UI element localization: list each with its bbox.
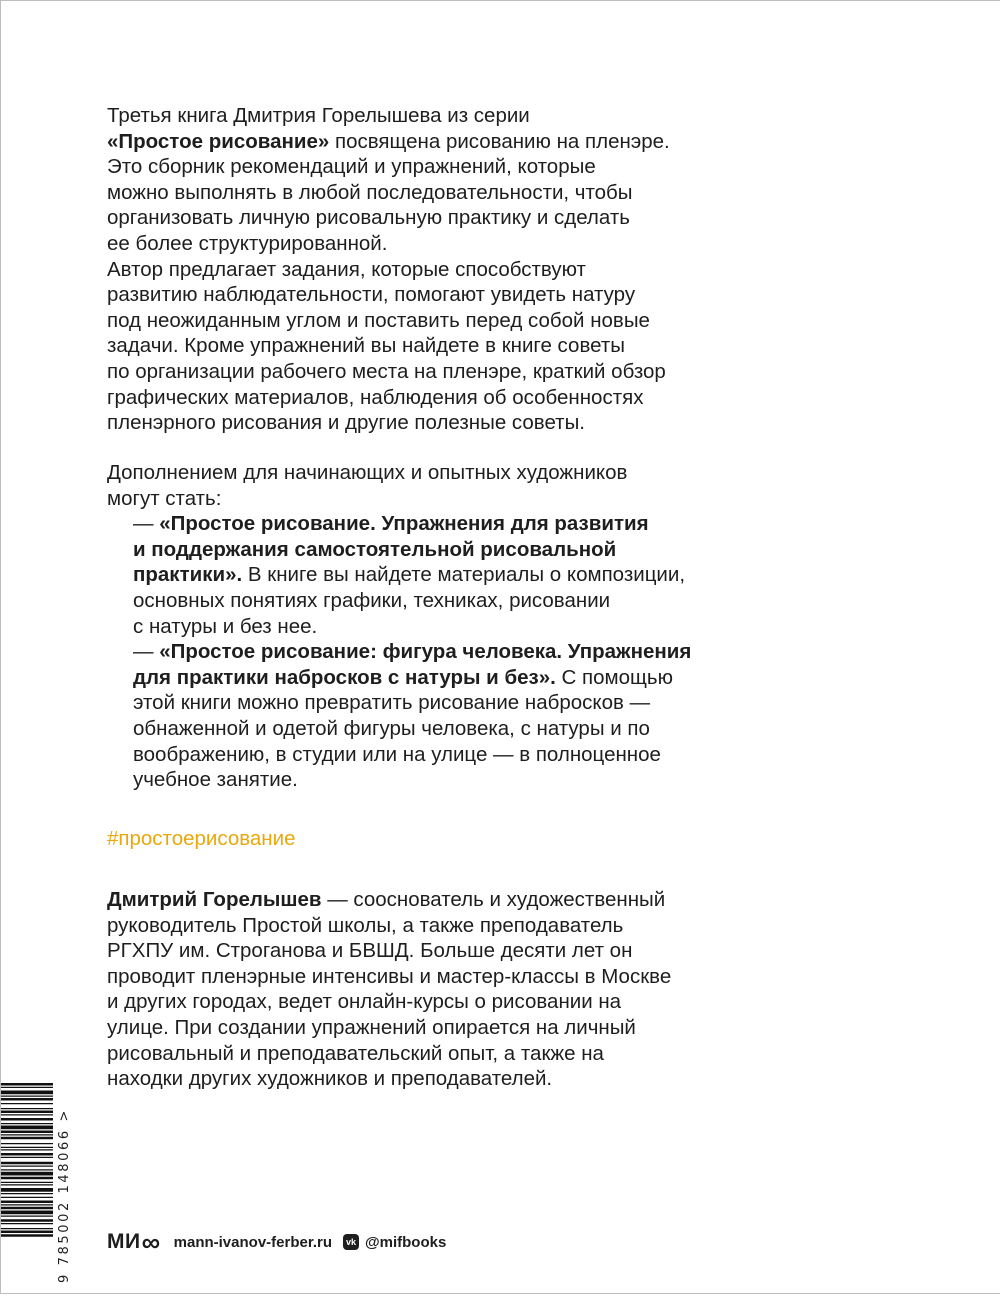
text-line: и других городах, ведет онлайн-курсы о рисовании на bbox=[107, 990, 622, 1014]
barcode-bar bbox=[1, 1157, 53, 1158]
barcode-bar bbox=[1, 1149, 53, 1150]
barcode-bar bbox=[1, 1083, 53, 1086]
text-line: организовать личную рисовальную практику и сделать bbox=[107, 206, 630, 230]
text-line: по организации рабочего места на пленэре, краткий обзор bbox=[107, 359, 666, 383]
isbn-digits bbox=[57, 1083, 73, 1283]
text-line: графических материалов, наблюдения об особенностях bbox=[107, 385, 644, 409]
text-line: руководитель Простой школы, а также преподаватель bbox=[107, 913, 624, 937]
text-line: ее более структурированной. bbox=[107, 231, 388, 255]
barcode-bar bbox=[1, 1169, 53, 1170]
barcode-bar bbox=[1, 1147, 53, 1148]
text-line: воображению, в студии или на улице — в полноценное bbox=[133, 742, 661, 766]
barcode-bar bbox=[1, 1108, 53, 1109]
text-line bbox=[133, 639, 747, 665]
text-line: могут стать: bbox=[107, 486, 222, 510]
text-line: обнаженной и одетой фигуры человека, с натуры и по bbox=[133, 716, 650, 740]
barcode-bar bbox=[1, 1223, 53, 1224]
text-line: с натуры и без нее. bbox=[133, 614, 318, 638]
hashtag[interactable]: #простоерисование bbox=[107, 827, 296, 850]
barcode-bar bbox=[1, 1184, 53, 1185]
barcode-bar bbox=[1, 1103, 53, 1104]
barcode-bar bbox=[1, 1211, 53, 1215]
social-handle[interactable]: @mifbooks bbox=[365, 1233, 447, 1251]
text-line: улице. При создании упражнений опирается на личный bbox=[107, 1015, 636, 1039]
supplements-paragraph bbox=[107, 460, 747, 793]
barcode-bar bbox=[1, 1137, 53, 1140]
dash: — bbox=[133, 640, 160, 664]
text-line: этой книги можно превратить рисование набросков — bbox=[133, 691, 651, 715]
barcode-bar bbox=[1, 1114, 53, 1115]
text-line bbox=[107, 887, 747, 913]
text-line: пленэрного рисования и другие полезные советы. bbox=[107, 411, 586, 435]
text-span: В книге вы найдете материалы о композиции, bbox=[242, 563, 686, 587]
text-line: рисовальный и преподавательский опыт, а также на bbox=[107, 1041, 604, 1065]
vk-icon[interactable]: vk bbox=[343, 1234, 359, 1250]
barcode-bar bbox=[1, 1143, 53, 1144]
list-item bbox=[107, 639, 747, 793]
barcode-bar bbox=[1, 1182, 53, 1183]
isbn-number: 9 785002 148066 > bbox=[57, 1107, 72, 1283]
author-bio bbox=[107, 887, 747, 1092]
barcode-bar bbox=[1, 1087, 53, 1088]
barcode-bar bbox=[1, 1188, 53, 1192]
book-title: для практики набросков с натуры и без». bbox=[133, 665, 556, 689]
text-line: проводит пленэрные интенсивы и мастер-классы в Москве bbox=[107, 964, 672, 988]
barcode-bar bbox=[1, 1234, 53, 1237]
barcode-bar bbox=[1, 1126, 53, 1130]
barcode-bar bbox=[1, 1231, 53, 1234]
text-line: находки других художников и преподавателей. bbox=[107, 1067, 553, 1091]
text-line: можно выполнять в любой последовательности, чтобы bbox=[107, 180, 633, 204]
barcode-bar bbox=[1, 1204, 53, 1205]
barcode-bar bbox=[1, 1153, 53, 1156]
infinity-icon: ∞ bbox=[141, 1227, 161, 1257]
text-line: развитию наблюдательности, помогают увидеть натуру bbox=[107, 283, 636, 307]
author-name: Дмитрий Горелышев bbox=[107, 888, 322, 911]
text-line bbox=[107, 129, 747, 155]
text-span: — сооснователь и художественный bbox=[321, 888, 666, 911]
text-line: Это сборник рекомендаций и упражнений, которые bbox=[107, 155, 596, 179]
intro-paragraph bbox=[107, 103, 747, 436]
text-line: РГХПУ им. Строганова и БВШД. Больше десяти лет он bbox=[107, 939, 633, 963]
barcode-bar bbox=[1, 1193, 53, 1194]
text-line bbox=[133, 537, 747, 563]
barcode-bar bbox=[1, 1096, 53, 1097]
website-link[interactable]: mann-ivanov-ferber.ru bbox=[173, 1233, 333, 1251]
dash: — bbox=[133, 512, 160, 536]
barcode-bar bbox=[1, 1091, 53, 1095]
barcode-bar bbox=[1, 1098, 53, 1101]
book-title: практики». bbox=[133, 563, 243, 587]
text-line: Дополнением для начинающих и опытных художников bbox=[107, 461, 628, 484]
text-line bbox=[133, 511, 747, 537]
text-span: С помощью bbox=[555, 665, 673, 689]
book-title: «Простое рисование: фигура человека. Упражнения bbox=[159, 640, 692, 664]
text-line: задачи. Кроме упражнений вы найдете в книге советы bbox=[107, 334, 625, 358]
list-item bbox=[107, 511, 747, 639]
publisher-logo bbox=[107, 1227, 161, 1257]
series-title: «Простое рисование» bbox=[107, 129, 330, 153]
logo-text: МИ bbox=[107, 1230, 141, 1253]
barcode-bar bbox=[1, 1123, 53, 1124]
barcode-bar bbox=[1, 1197, 53, 1198]
text-line bbox=[133, 562, 747, 588]
barcode-bar bbox=[1, 1201, 53, 1204]
barcode-bar bbox=[1, 1219, 53, 1222]
text-line: учебное занятие. bbox=[133, 768, 298, 792]
barcode-bar bbox=[1, 1118, 53, 1121]
text-span: посвящена рисованию на пленэре. bbox=[329, 129, 670, 153]
barcode-bar bbox=[1, 1228, 53, 1229]
barcode-bar bbox=[1, 1177, 53, 1180]
text-line: Третья книга Дмитрия Горелышева из серии bbox=[107, 104, 530, 127]
barcode-bar bbox=[1, 1134, 53, 1135]
text-line: основных понятиях графики, техниках, рисовании bbox=[133, 588, 611, 612]
barcode-bar bbox=[1, 1216, 53, 1217]
barcode-bar bbox=[1, 1172, 53, 1176]
text-line: Автор предлагает задания, которые способствуют bbox=[107, 257, 586, 281]
text-line bbox=[133, 665, 747, 691]
publisher-footer bbox=[107, 1229, 446, 1255]
text-line: под неожиданным углом и поставить перед собой новые bbox=[107, 308, 650, 332]
barcode-bar bbox=[1, 1207, 53, 1210]
barcode-bar bbox=[1, 1166, 53, 1167]
barcode-bar bbox=[1, 1111, 53, 1114]
barcode-bar bbox=[1, 1162, 53, 1165]
book-title: «Простое рисование. Упражнения для развития bbox=[159, 512, 649, 536]
barcode-bar bbox=[1, 1131, 53, 1134]
book-title: и поддержания самостоятельной рисовальной bbox=[133, 537, 617, 561]
